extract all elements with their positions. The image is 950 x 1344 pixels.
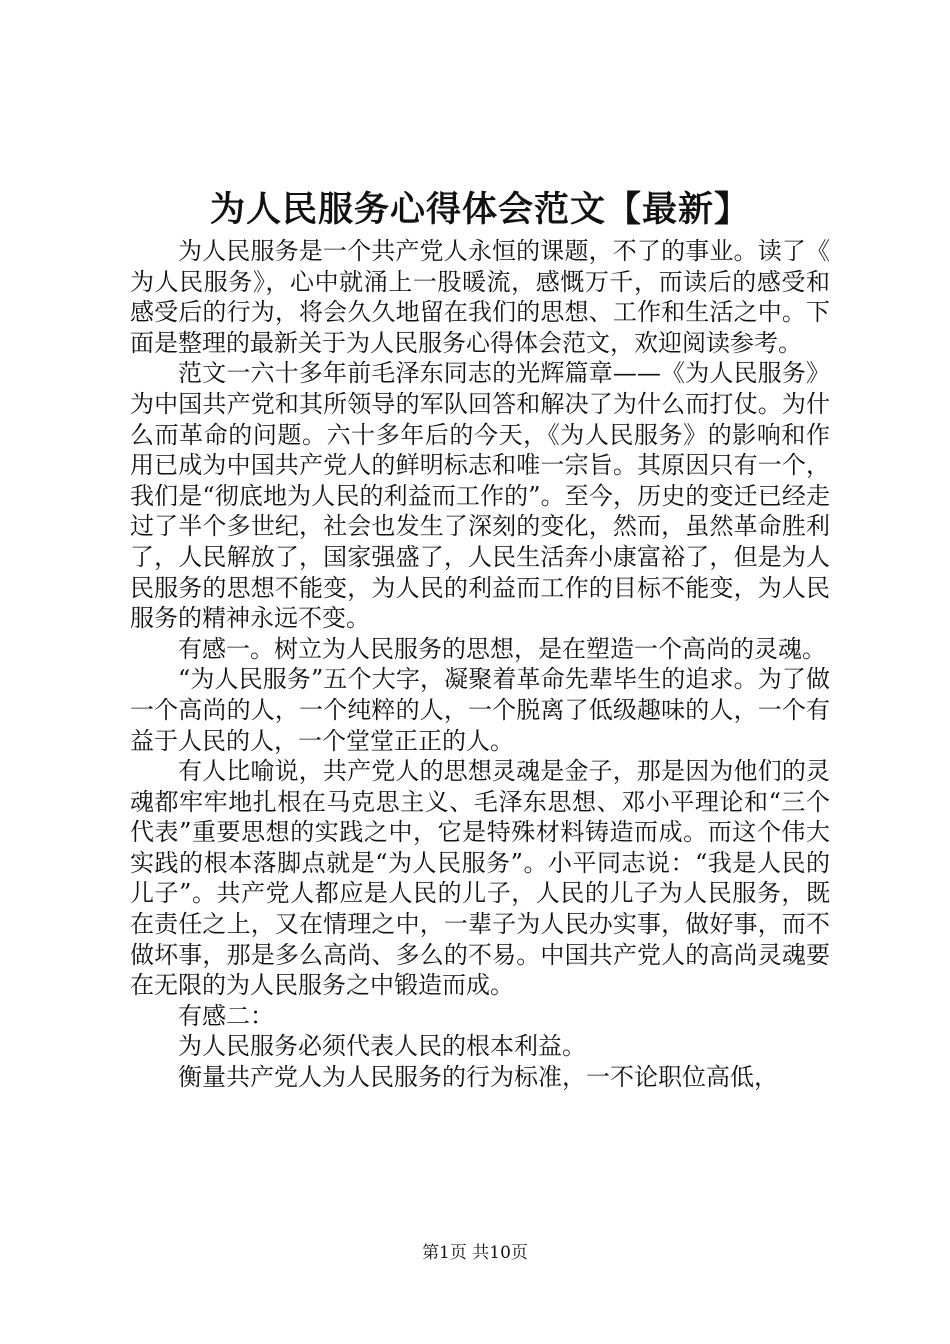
paragraph-behavior-standard: 衡量共产党人为人民服务的行为标准，一不论职位高低， [178, 1063, 778, 1092]
page-indicator: 第1页 共10页 [422, 1243, 528, 1263]
paragraph-reflection-one-heading: 有感一。树立为人民服务的思想，是在塑造一个高尚的灵魂。 [178, 634, 826, 663]
paragraph-reflection-two-heading: 有感二： [178, 1001, 274, 1030]
paragraph-five-characters: “为人民服务”五个大字，凝聚着革命先辈毕生的追求。为了做一个高尚的人，一个纯粹的人，一个脱离了低级趣味的人，一个有益于人民的人，一个堂堂正正的人。 [130, 665, 830, 755]
paragraph-intro: 为人民服务是一个共产党人永恒的课题，不了的事业。读了《为人民服务》，心中就涌上一股暖流，感慨万千，而读后的感受和感受后的行为，将会久久地留在我们的思想、工作和生活之中。下面是整理的最新关于为人民服务心得体会范文，欢迎阅读参考。 [130, 237, 830, 357]
paragraph-sample-one: 范文一六十多年前毛泽东同志的光辉篇章——《为人民服务》为中国共产党和其所领导的军队回答和解决了为什么而打仗。为什么而革命的问题。六十多年后的今天，《为人民服务》的影响和作用已成为中国共产党人的鲜明标志和唯一宗旨。其原因只有一个，我们是“彻底地为人民的利益而工作的”。至今，历史的变迁已经走过了半个多世纪，社会也发生了深刻的变化，然而，虽然革命胜利了，人民解放了，国家强盛了，人民生活奔小康富裕了，但是为人民服务的思想不能变，为人民的利益而工作的目标不能变，为人民服务的精神永远不变。 [130, 359, 830, 633]
paragraph-fundamental-interests: 为人民服务必须代表人民的根本利益。 [178, 1032, 586, 1061]
paragraph-golden-soul: 有人比喻说，共产党人的思想灵魂是金子，那是因为他们的灵魂都牢牢地扎根在马克思主义、毛泽东思想、邓小平理论和“三个代表”重要思想的实践之中，它是特殊材料铸造而成。而这个伟大实践的根本落脚点就是“为人民服务”。小平同志说：“我是人民的儿子”。共产党人都应是人民的儿子，人民的儿子为人民服务，既在责任之上，又在情理之中，一辈子为人民办实事，做好事，而不做坏事，那是多么高尚、多么的不易。中国共产党人的高尚灵魂要在无限的为人民服务之中锻造而成。 [130, 757, 830, 1000]
document-body [130, 236, 830, 1093]
page-footer [0, 1242, 950, 1264]
document-title: 为人民服务心得体会范文【最新】 [209, 189, 750, 230]
document-page [130, 186, 830, 1093]
